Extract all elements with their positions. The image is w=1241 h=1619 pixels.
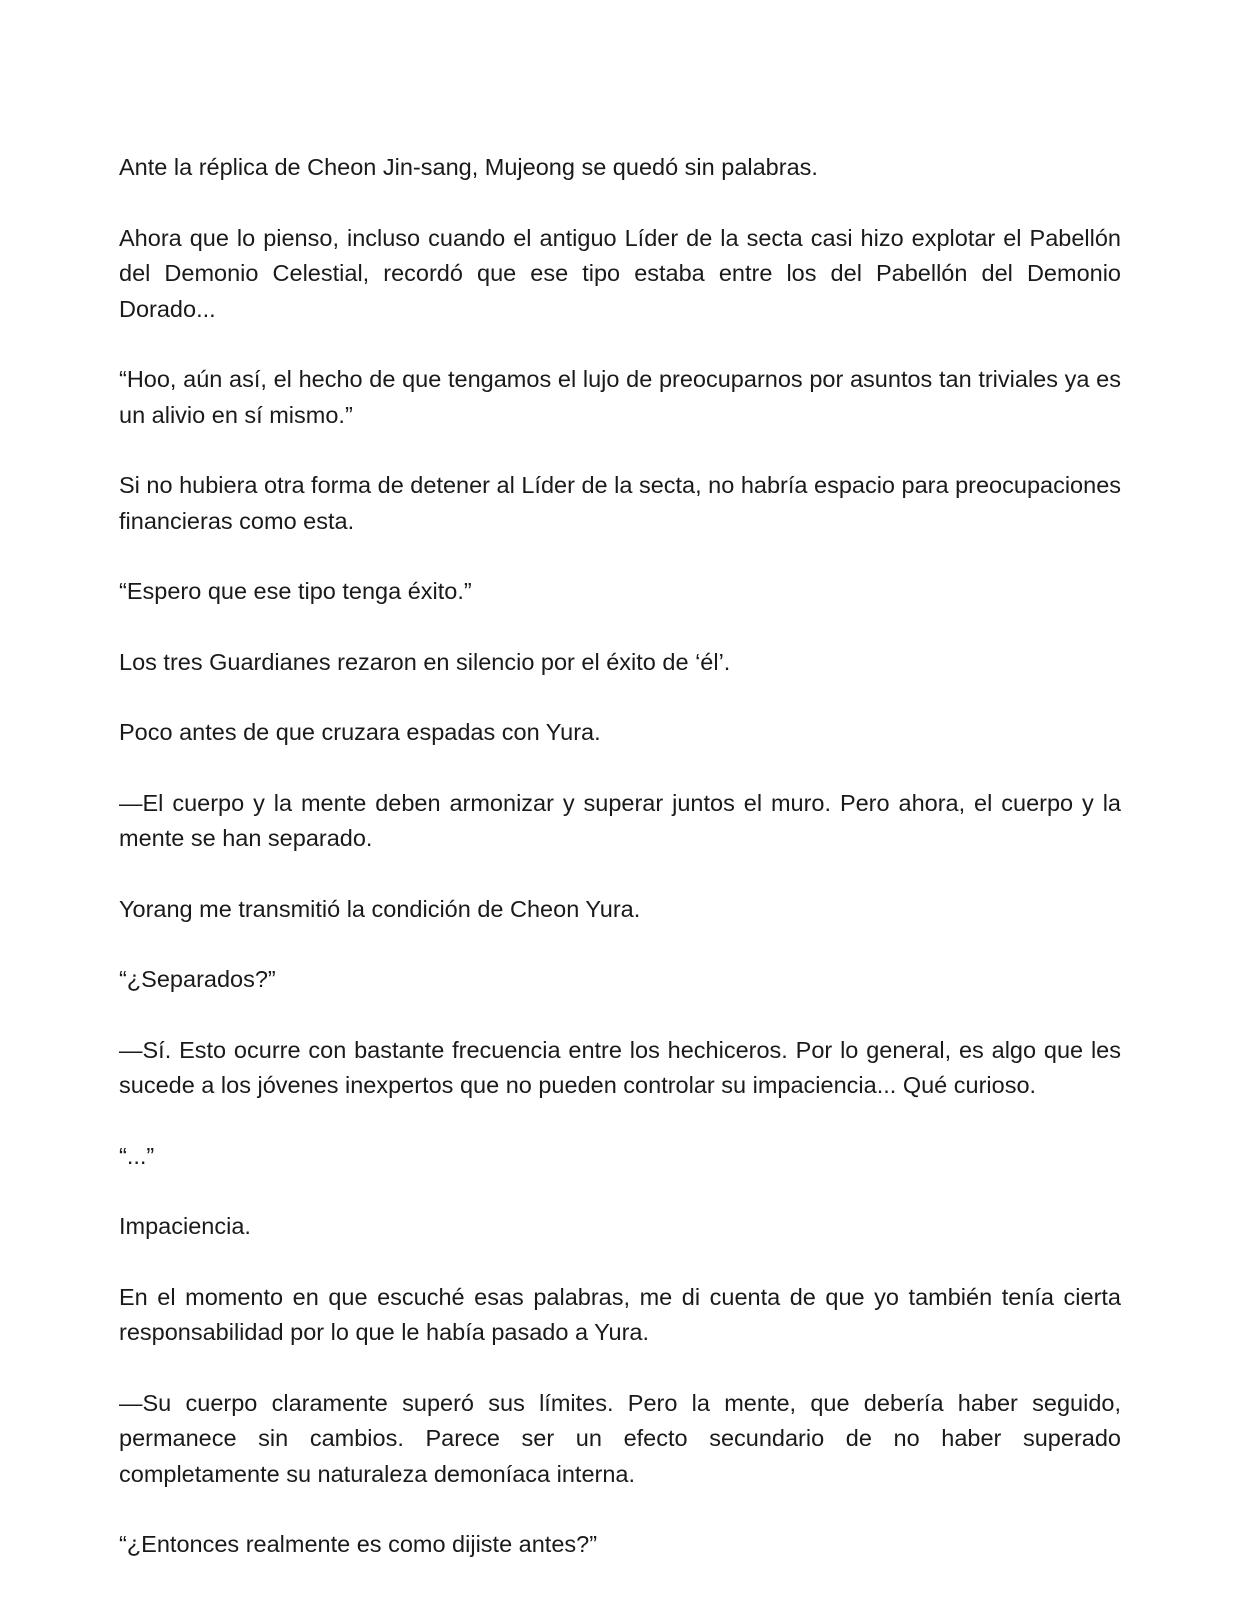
paragraph: En el momento en que escuché esas palabras, me di cuenta de que yo también tenía cierta responsabilidad por lo que le había pasado a Yura. [119, 1283, 1121, 1345]
paragraph: Si no hubiera otra forma de detener al Líder de la secta, no habría espacio para preocupaciones financieras como esta. [119, 472, 1122, 534]
paragraph: “¿Separados?” [119, 966, 276, 992]
paragraph: “Hoo, aún así, el hecho de que tengamos el lujo de preocuparnos por asuntos tan triviales ya es un alivio en sí mismo.” [119, 366, 1121, 428]
paragraph: Ante la réplica de Cheon Jin-sang, Mujeong se quedó sin palabras. [119, 154, 818, 180]
paragraph: —El cuerpo y la mente deben armonizar y superar juntos el muro. Pero ahora, el cuerpo y la mente se han separado. [119, 789, 1121, 851]
paragraph: “Espero que ese tipo tenga éxito.” [119, 578, 472, 604]
paragraph: Los tres Guardianes rezaron en silencio por el éxito de ‘él’. [119, 648, 731, 675]
paragraph: Poco antes de que cruzara espadas con Yura. [119, 719, 601, 745]
paragraph: Yorang me transmitió la condición de Cheon Yura. [119, 895, 641, 922]
paragraph: Ahora que lo pienso, incluso cuando el antiguo Líder de la secta casi hizo explotar el Pabellón del Demonio Celestial, recordó que ese tipo estaba entre los del Pabellón del Demonio Dorado... [119, 224, 1121, 322]
paragraph: “...” [119, 1142, 155, 1169]
paragraph: “¿Entonces realmente es como dijiste antes?” [119, 1531, 598, 1557]
paragraph: —Sí. Esto ocurre con bastante frecuencia entre los hechiceros. Por lo general, es algo que les sucede a los jóvenes inexpertos que no pueden controlar su impaciencia... Qué curioso. [119, 1036, 1121, 1098]
paragraph: Impaciencia. [119, 1213, 251, 1239]
paragraph: —Su cuerpo claramente superó sus límites. Pero la mente, que debería haber seguido, permanece sin cambios. Parece ser un efecto secundario de no haber superado completamente su naturaleza demoníaca interna. [119, 1389, 1121, 1487]
document-page [119, 150, 1121, 1563]
